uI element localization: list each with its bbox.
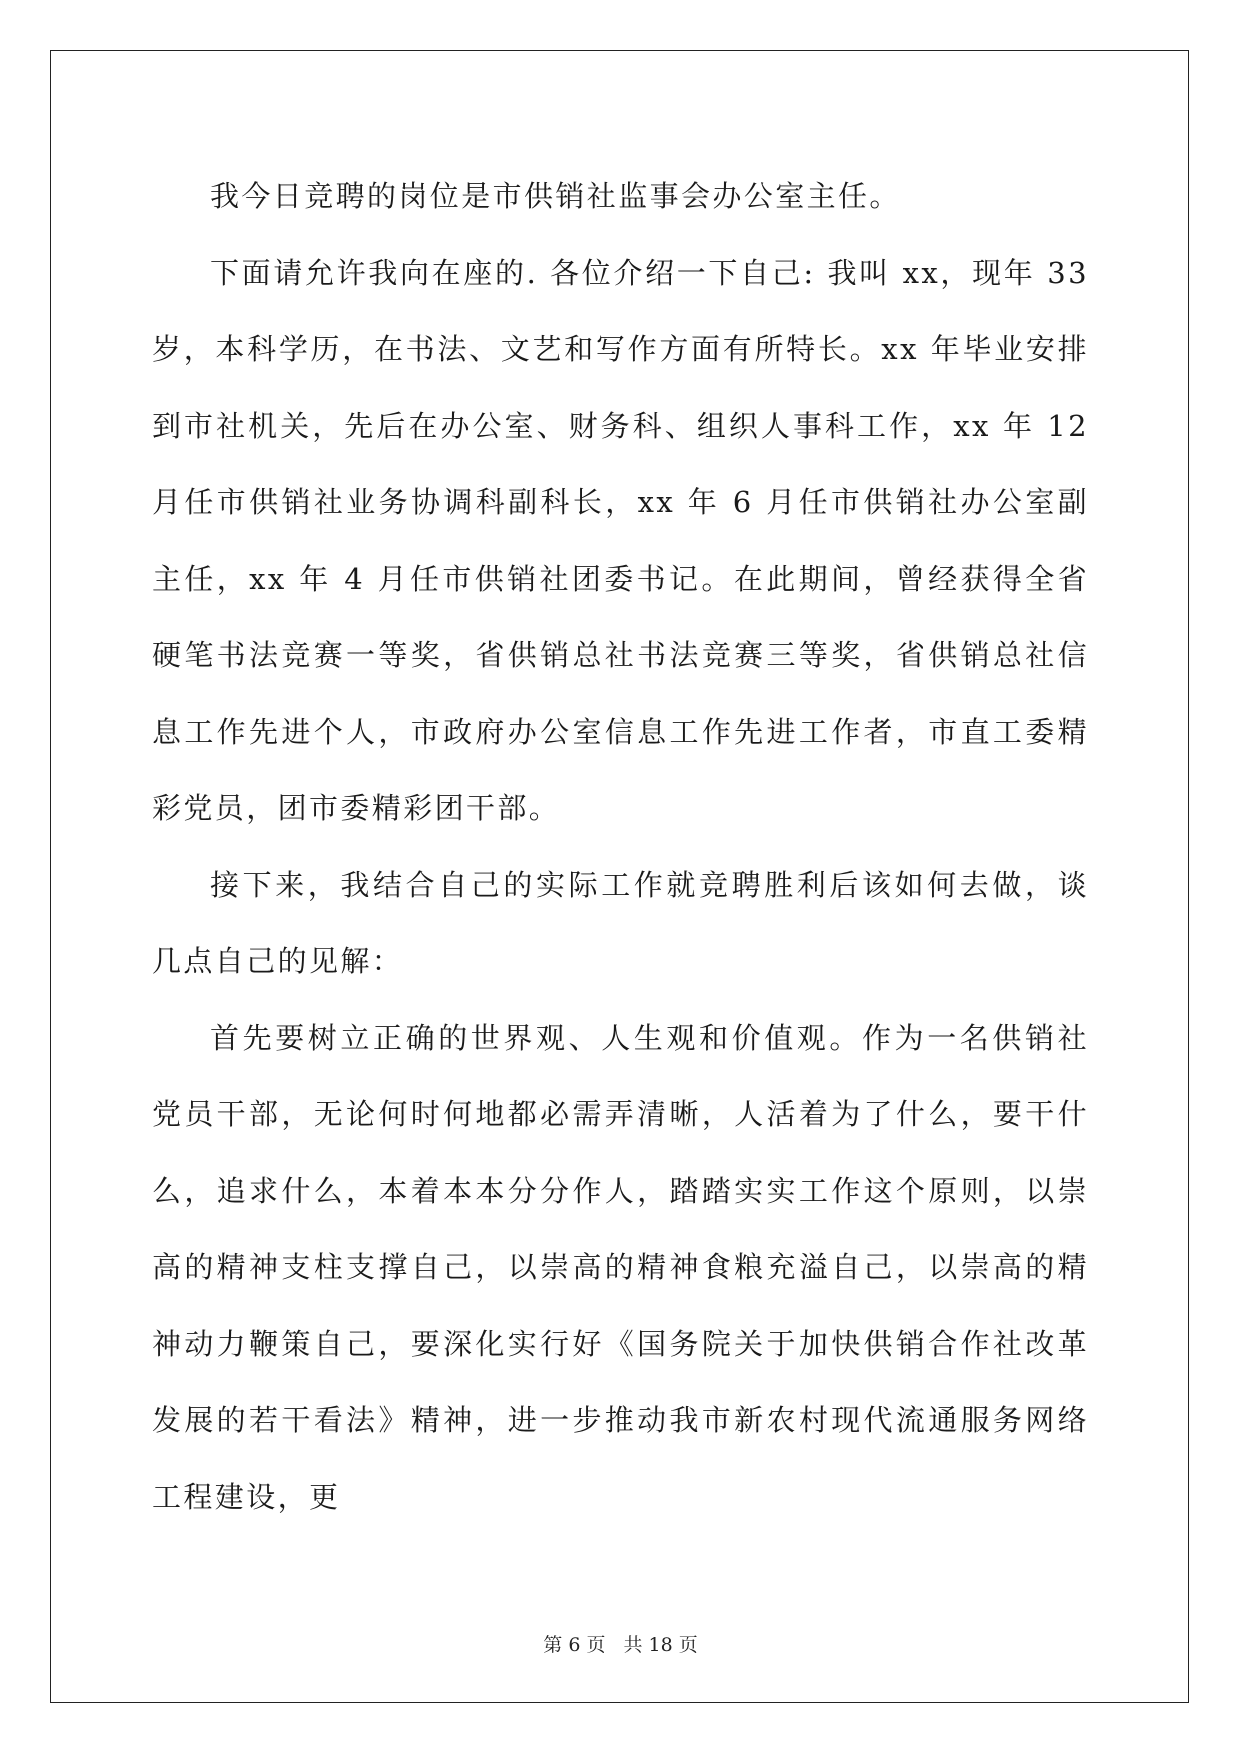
paragraph-self-introduction: 下面请允许我向在座的. 各位介绍一下自己: 我叫 xx，现年 33 岁，本科学历，在书法、文艺和写作方面有所特长。xx 年毕业安排到市社机关，先后在办公室、财务科、组织人事科工作，xx 年 12 月任市供销社业务协调科副科长，xx 年 6 月任市供销社办公室副主任，xx 年 4 月任市供销社团委书记。在此期间，曾经获得全省硬笔书法竞赛一等奖，省供销总社书法竞赛三等奖，省供销总社信息工作先进个人，市政府办公室信息工作先进工作者，市直工委精彩党员，团市委精彩团干部。 bbox=[152, 255, 1089, 825]
page-total: 共 18 页 bbox=[623, 1634, 698, 1656]
paragraph-position: 我今日竞聘的岗位是市供销社监事会办公室主任。 bbox=[210, 179, 901, 213]
paragraph-transition: 接下来，我结合自己的实际工作就竞聘胜利后该如何去做，谈几点自己的见解： bbox=[152, 867, 1089, 978]
page-number: 第 6 页 bbox=[543, 1634, 606, 1656]
body-text bbox=[152, 158, 1089, 1535]
paragraph-worldview: 首先要树立正确的世界观、人生观和价值观。作为一名供销社党员干部，无论何时何地都必需弄清晰，人活着为了什么，要干什么，追求什么，本着本本分分作人，踏踏实实工作这个原则，以崇高的精神支柱支撑自己，以崇高的精神食粮充溢自己，以崇高的精神动力鞭策自己，要深化实行好《国务院关于加快供销合作社改革发展的若干看法》精神，进一步推动我市新农村现代流通服务网络工程建设，更 bbox=[152, 1020, 1089, 1514]
page-footer bbox=[0, 1633, 1241, 1657]
